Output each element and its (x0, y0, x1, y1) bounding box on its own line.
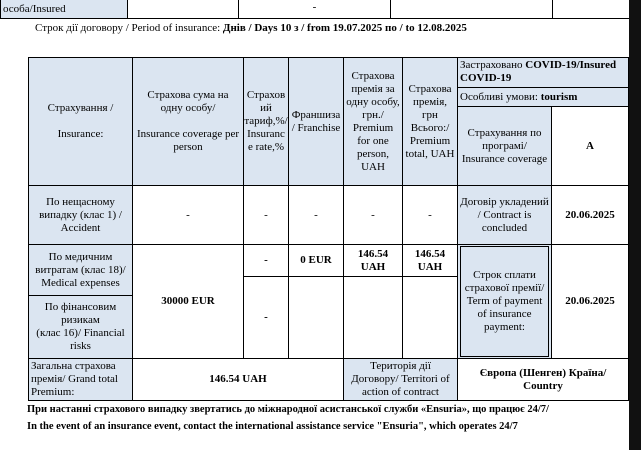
top-insured-label: особа/Insured (3, 3, 66, 15)
medical-rate: - (243, 244, 289, 277)
medical-franchise: 0 EUR (288, 244, 344, 277)
grand-total-value: 146.54 UAH (132, 358, 344, 401)
top-insured-cell (0, 0, 128, 19)
medical-premium-total: 146.54 UAH (402, 244, 458, 277)
top-empty-cell-3 (552, 0, 630, 19)
header-rate: Страхов ий тариф,%/ Insuranc e rate,% (243, 57, 289, 186)
accident-rate: - (243, 185, 289, 245)
page-edge (629, 0, 641, 450)
top-empty-cell-1 (127, 0, 239, 19)
header-franchise: Франшиза / Franchise (288, 57, 344, 186)
top-dash: - (312, 1, 317, 13)
top-dash-cell (238, 0, 391, 19)
special-conditions-cell: Особливі умови: tourism (457, 87, 629, 107)
accident-premium-one: - (343, 185, 403, 245)
period-prefix: Строк дії договору / Period of insurance: (35, 22, 223, 34)
top-empty-cell-2 (390, 0, 553, 19)
header-coverage: Страхова сума на одну особу/ Insurance coverage per person (132, 57, 244, 186)
header-premium-one: Страхова премія за одну особу, грн./ Premium for one person, UAH (343, 57, 403, 186)
medical-label: По медичним витратам (клас 18)/ Medical expenses (28, 244, 133, 296)
header-premium-total: Страхова премія, грн Всього:/ Premium total, UAH (402, 57, 458, 186)
accident-franchise: - (288, 185, 344, 245)
footer-ua: При настанні страхового випадку звертатись до міжнародної асистанської служби «Ensuria», що працює 24/7/ (27, 404, 549, 415)
header-insurance: Страхування / Insurance: (28, 57, 133, 186)
footer-en: In the event of an insurance event, contact the international assistance service "Ensuria", which operates 24/7 (27, 421, 518, 432)
period-value: Днів / Days 10 з / from 19.07.2025 по / to 12.08.2025 (222, 22, 467, 34)
financial-franchise (288, 276, 344, 359)
territory-label: Територія дії Договору/ Territori of action of contract (343, 358, 458, 401)
financial-label: По фінансовим ризикам (клас 16)/ Financial risks (28, 295, 133, 359)
contract-label-cell: Договір укладений / Contract is concluded (457, 185, 552, 245)
financial-premium-total (402, 276, 458, 359)
program-label-cell: Страхування по програмі/ Insurance coverage (457, 106, 552, 186)
financial-rate: - (243, 276, 289, 359)
accident-premium-total: - (402, 185, 458, 245)
covid-insured-cell: Застраховано COVID-19/Insured COVID-19 (457, 57, 629, 88)
financial-premium-one (343, 276, 403, 359)
accident-coverage: - (132, 185, 244, 245)
accident-label: По нещасному випадку (клас 1) / Accident (28, 185, 133, 245)
shared-coverage: 30000 EUR (132, 244, 244, 359)
payment-label-cell: Строк сплати страхової премії/ Term of payment of insurance payment: (457, 244, 552, 359)
program-value-cell: A (551, 106, 629, 186)
payment-date-cell: 20.06.2025 (551, 244, 629, 359)
grand-total-label: Загальна страхова премія/ Grand total Premium: (28, 358, 133, 401)
contract-date-cell: 20.06.2025 (551, 185, 629, 245)
medical-premium-one: 146.54 UAH (343, 244, 403, 277)
territory-value: Європа (Шенген) Країна/ Country (457, 358, 629, 401)
period-of-insurance (35, 22, 467, 34)
